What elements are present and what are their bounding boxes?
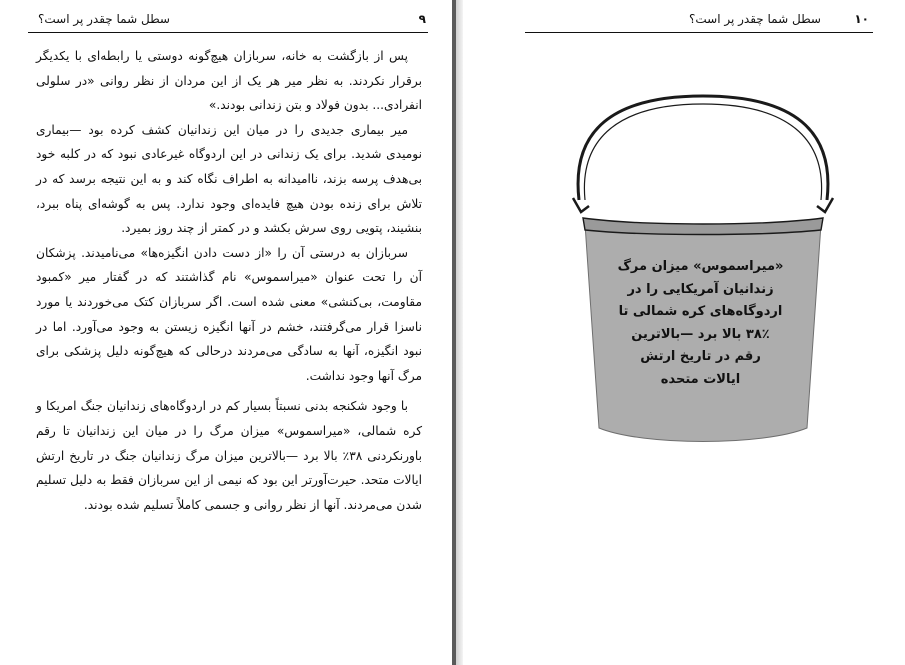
paragraph: پس از بازگشت به خانه، سربازان هیچ‌گونه دوستی یا رابطه‌ای با یکدیگر برقرار نکردند. به نظر میر هر یک از این مردان از نظر روانی «در سلولی انفرادی... بدون فولاد و بتن زندانی بودند.» — [36, 49, 422, 113]
left-book-page — [0, 0, 452, 665]
bucket-handle-ear-right — [817, 198, 833, 212]
bucket-caption-line: ایالات متحده — [660, 371, 741, 387]
book-gutter-fold — [456, 0, 463, 665]
bucket-caption-line: رقم در تاریخ ارتش — [640, 349, 761, 364]
right-book-page — [463, 0, 905, 665]
left-header-title: سطل شما چقدر پر است؟ — [38, 12, 170, 26]
right-page-number: ۱۰ — [854, 12, 869, 26]
bucket-caption-line: اردوگاه‌های کره شمالی تا — [618, 304, 783, 319]
right-header-title: سطل شما چقدر پر است؟ — [689, 12, 821, 26]
bucket-handle — [578, 96, 828, 200]
bucket-rim — [583, 218, 823, 235]
left-running-header — [28, 10, 428, 33]
bucket-caption-line: «میراسموس» میزان مرگ — [617, 259, 784, 274]
paragraph: سربازان به درستی آن را «از دست دادن انگیزه‌ها» می‌نامیدند. پزشکان آن را تحت عنوان «میراسموس» نام گذاشتند که در گفتار میر «کمبود مقاومت، بی‌کنشی» معنی شده است. اگر سربازان کتک می‌خوردند یا مورد ناسزا قرار می‌گرفتند، خشم در آنها انگیزه زیستن به وجود می‌آورد. اما در نبود انگیزه، آنها به سادگی می‌مردند درحالی که هیچ‌گونه دلیل پزشکی برای مرگ آنها وجود نداشت. — [36, 245, 422, 383]
bucket-caption — [613, 256, 788, 391]
left-body-text — [36, 44, 422, 517]
left-page-number: ۹ — [418, 12, 426, 26]
bucket-caption-line: زندانیان آمریکایی را در — [627, 281, 774, 297]
paragraph: میر بیماری جدیدی را در میان این زندانیان کشف کرده بود —بیماری نومیدی شدید. برای یک زندانی در این اردوگاه غیرعادی نبود که در کلبه خود بی‌هدف پرسه بزند، ناامیدانه به اطراف نگاه کند و به این نتیجه برسد که در تلاش برای زنده بودن هیچ فایده‌ای وجود ندارد. پس به گوشه‌ای پناه ببرد، بنشیند، پتویی روی سرش بکشد و در کمتر از چند روز بمیرد. — [36, 122, 422, 236]
paragraph: با وجود شکنجه بدنی نسبتاً بسیار کم در اردوگاه‌های زندانیان جنگ امریکا و کره شمالی، «میراسموس» میزان مرگ را در میان این زندانیان تا رقم باورنکردنی ۳۸٪ بالا برد —بالاترین میزان مرگ زندانیان جنگ در تاریخ ارتش ایالات متحد. حیرت‌آورتر این بود که نیمی از این سربازان فقط به دلیل تسلیم شدن می‌مردند. آنها از نظر روانی و جسمی کاملاً تسلیم شده بودند. — [36, 399, 422, 512]
bucket-handle-ear-left — [573, 198, 589, 212]
bucket-caption-line: ۳۸٪ بالا برد —بالاترین — [631, 326, 770, 342]
